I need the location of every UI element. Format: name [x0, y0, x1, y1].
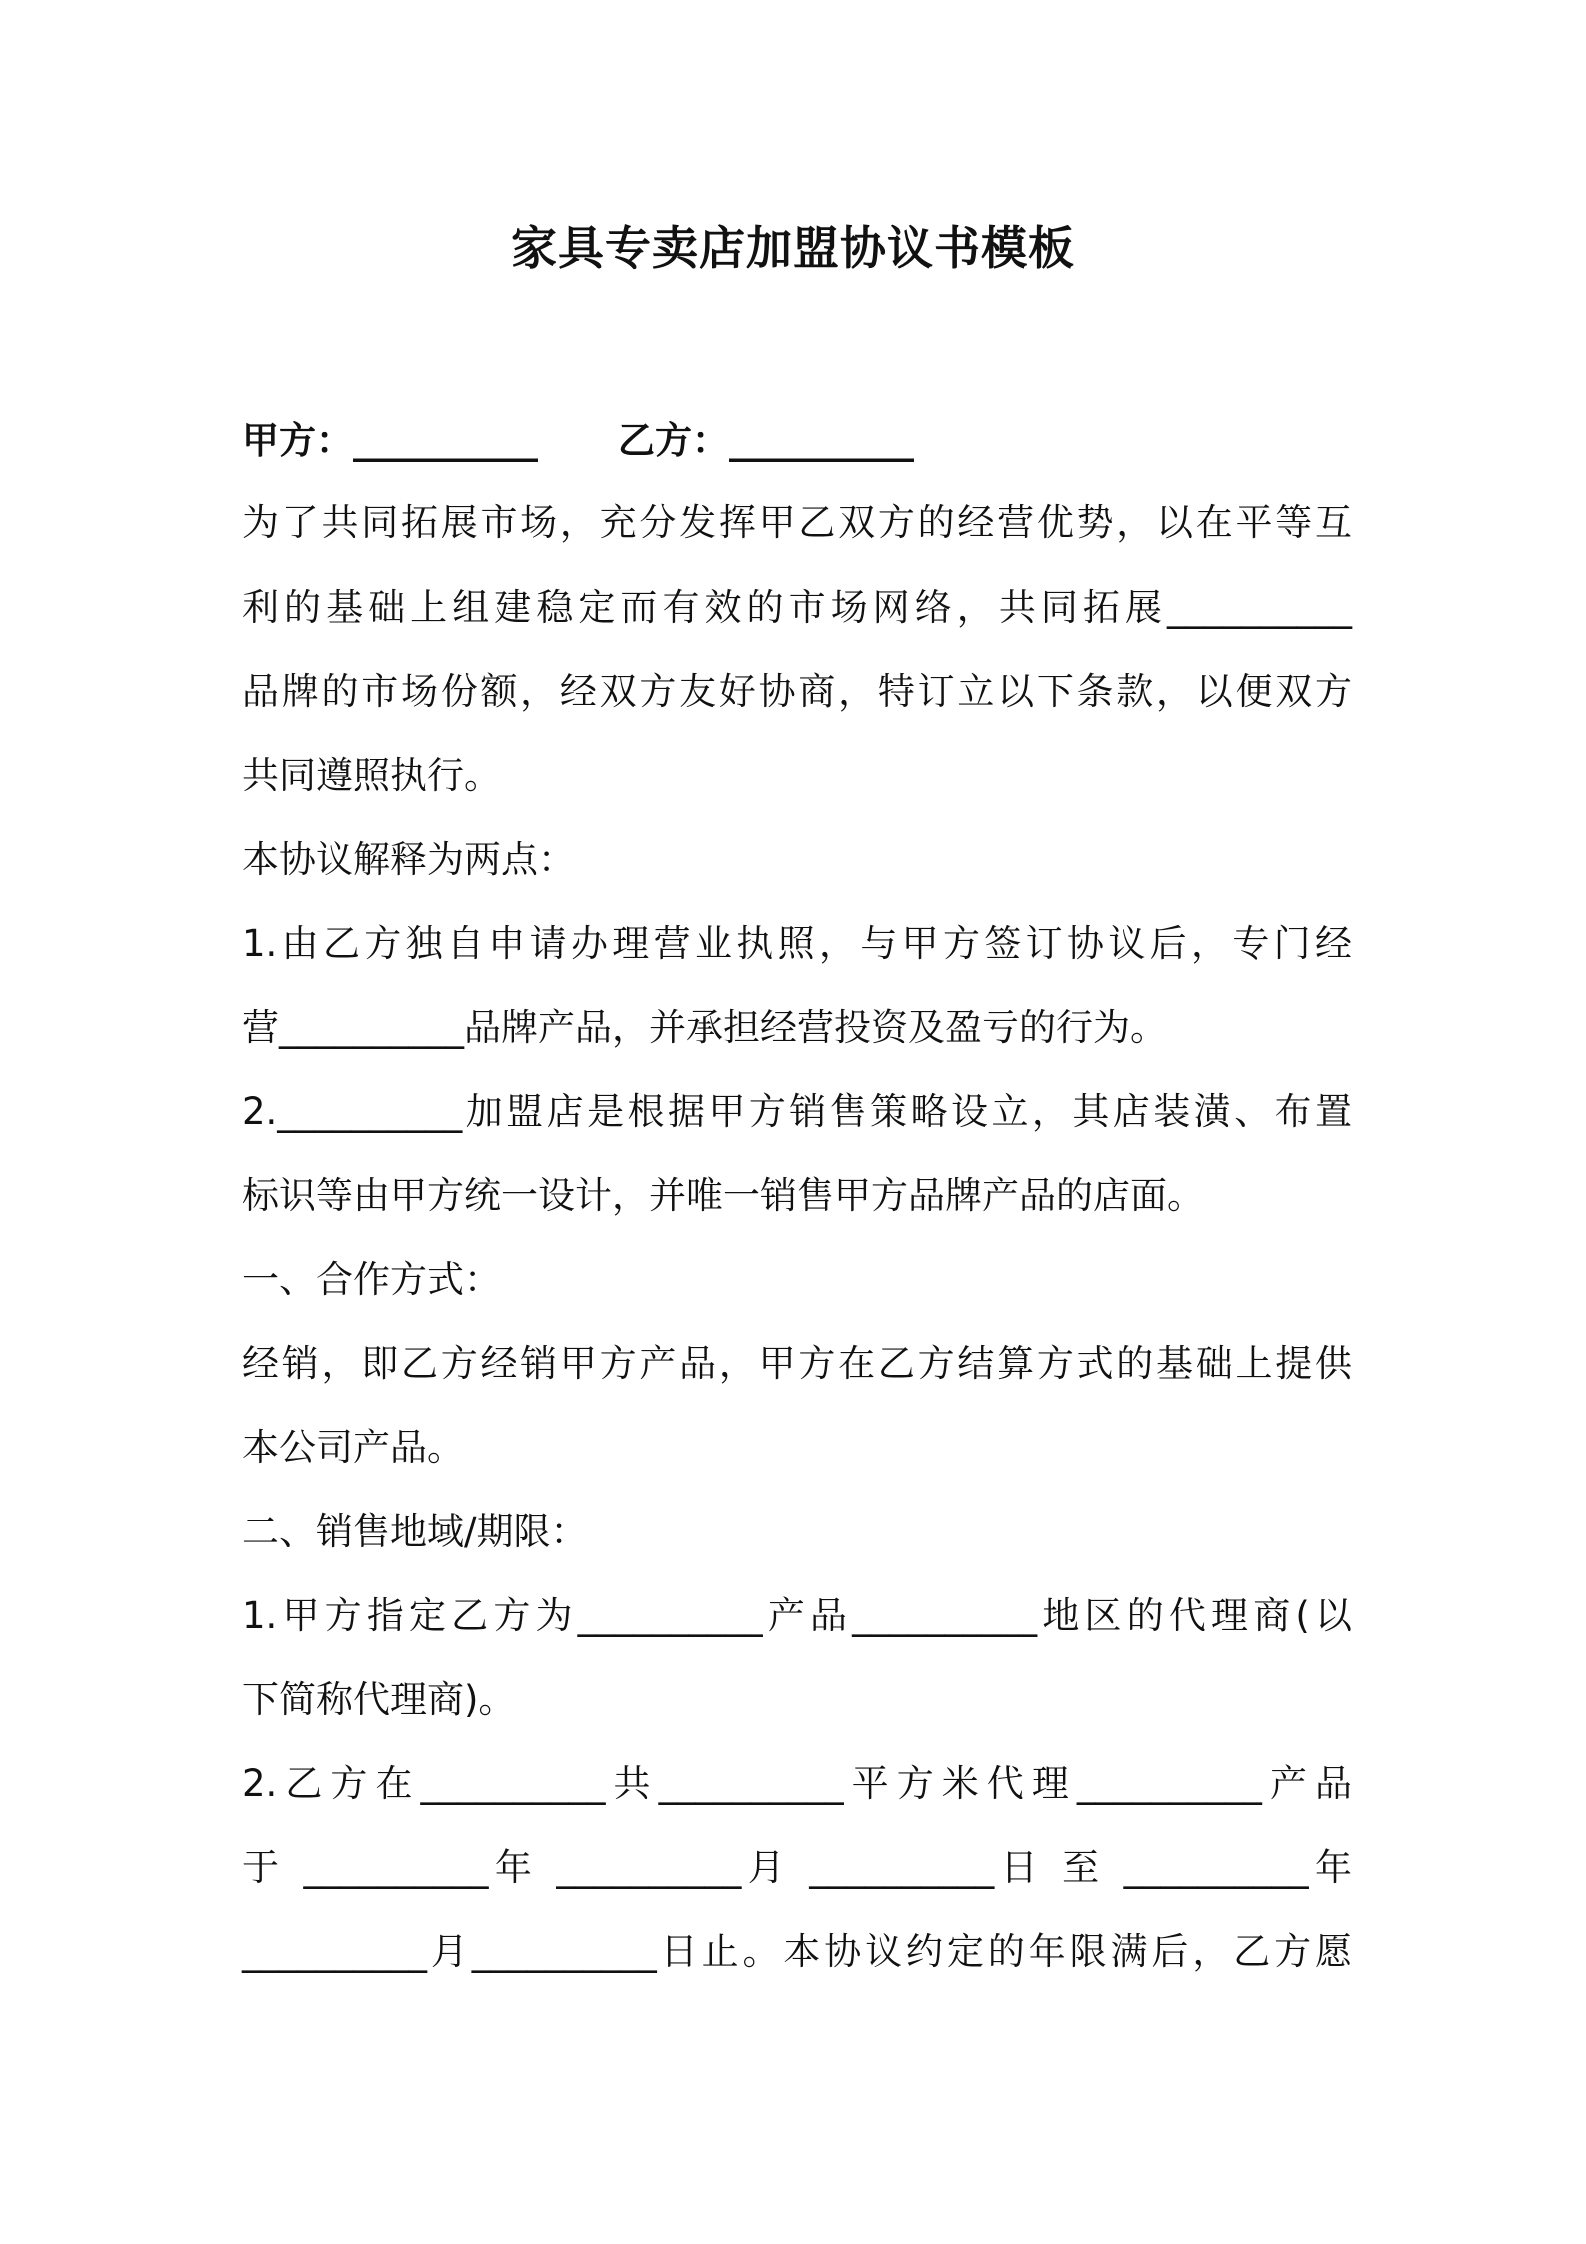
body-line-16: 2.乙方在__________共__________平方米代理__________产品: [242, 1762, 1352, 1805]
body-line-14: 1.甲方指定乙方为__________产品__________地区的代理商(以: [242, 1594, 1352, 1637]
body-line-5: 本协议解释为两点：: [242, 838, 575, 881]
section-heading-1: 一、合作方式：: [242, 1258, 501, 1301]
party-a-field: 甲方：__________: [242, 419, 538, 462]
body-line-15: 下简称代理商)。: [242, 1678, 516, 1721]
body-line-9: 标识等由甲方统一设计，并唯一销售甲方品牌产品的店面。: [242, 1174, 1204, 1217]
body-line-12: 本公司产品。: [242, 1426, 464, 1469]
body-line-1: 为了共同拓展市场，充分发挥甲乙双方的经营优势，以在平等互: [242, 501, 1352, 544]
body-line-3: 品牌的市场份额，经双方友好协商，特订立以下条款，以便双方: [242, 670, 1352, 713]
body-line-11: 经销，即乙方经销甲方产品，甲方在乙方结算方式的基础上提供: [242, 1342, 1352, 1385]
section-heading-2: 二、销售地域/期限：: [242, 1510, 588, 1553]
body-line-4: 共同遵照执行。: [242, 754, 501, 797]
party-b-field: 乙方：__________: [618, 419, 914, 462]
parties-line: [242, 413, 914, 469]
body-line-7: 营__________品牌产品，并承担经营投资及盈亏的行为。: [242, 1006, 1167, 1049]
body-line-6: 1.由乙方独自申请办理营业执照，与甲方签订协议后，专门经: [242, 922, 1352, 965]
body-line-18: __________月__________日止。本协议约定的年限满后，乙方愿: [242, 1930, 1352, 1973]
body-line-17: 于 __________年 __________月 __________日 至 __________年: [242, 1846, 1352, 1889]
body-line-2: 利的基础上组建稳定而有效的市场网络，共同拓展__________: [242, 586, 1352, 629]
body-line-8: 2.__________加盟店是根据甲方销售策略设立，其店装潢、布置: [242, 1090, 1352, 1133]
document-title: 家具专卖店加盟协议书模板: [511, 221, 1075, 275]
